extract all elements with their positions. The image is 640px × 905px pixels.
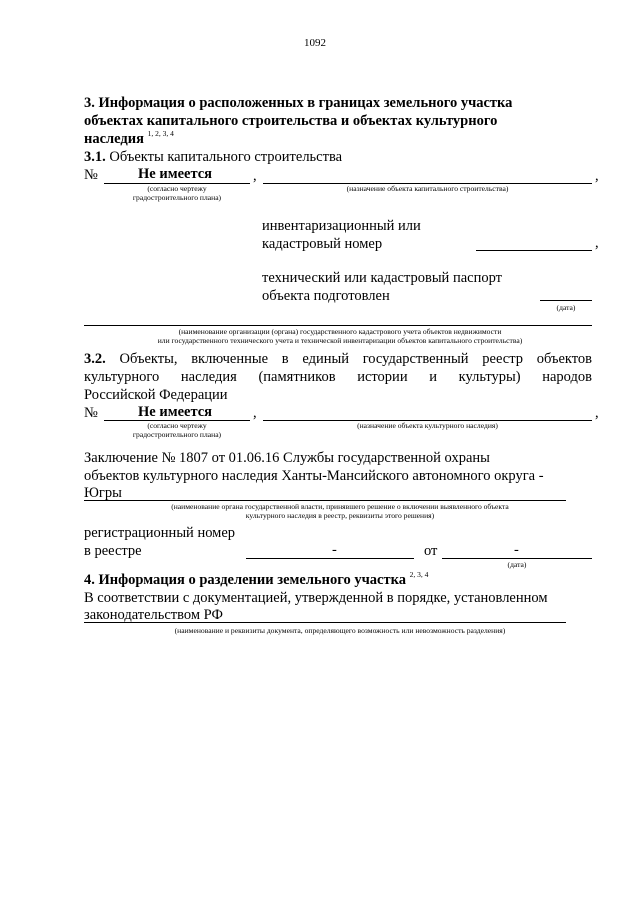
registry-date-note: (дата) xyxy=(507,560,527,569)
section-3-2-title-line1 xyxy=(84,351,592,368)
section-3-heading-line3 xyxy=(84,131,174,148)
registry-number-underline xyxy=(246,558,414,559)
section-3-heading-line1: 3. Информация о расположенных в границах земельного участка xyxy=(84,95,513,111)
organization-note xyxy=(60,327,620,345)
registry-label-line1: регистрационный номер xyxy=(84,525,236,541)
authority-note xyxy=(60,502,620,520)
section-3-1-purpose-note: (назначение объекта капитального строительства) xyxy=(346,184,509,193)
organization-note-line1: (наименование организации (органа) государственного кадастрового учета объектов недвижимости xyxy=(178,327,502,336)
section-3-2-purpose-note: (назначение объекта культурного наследия) xyxy=(357,421,498,430)
passport-date-note: (дата) xyxy=(556,303,576,312)
organization-note-line2: или государственного технического учета и технической инвентаризации объектов капитального строительства) xyxy=(157,336,523,345)
registry-label-line2: в реестре xyxy=(84,543,142,559)
section-3-1-number: 3.1. xyxy=(84,149,106,165)
section-3-1-comma: , xyxy=(253,168,257,184)
section-3-2-title-line2: культурного наследия (памятников истории и культуры) народов xyxy=(84,369,592,385)
section-3-heading-text: наследия xyxy=(84,131,144,147)
inventory-number-comma: , xyxy=(595,235,599,251)
conclusion-line1: Заключение № 1807 от 01.06.16 Службы государственной охраны xyxy=(84,450,490,466)
conclusion-underline xyxy=(84,500,566,501)
section-3-2-value: Не имеется xyxy=(138,404,213,420)
section-3-2-comma-end: , xyxy=(595,405,599,421)
conclusion-line3: Югры xyxy=(84,485,122,501)
conclusion-line2: объектов культурного наследия Ханты-Мансийского автономного округа - xyxy=(84,468,544,484)
section-3-2-title-line3: Российской Федерации xyxy=(84,387,228,403)
registry-number-value: - xyxy=(332,542,337,558)
authority-note-line1: (наименование органа государственной власти, принявшего решение о включении выявленного объекта xyxy=(171,502,509,511)
passport-label-line1: технический или кадастровый паспорт xyxy=(262,270,502,286)
section-3-1-no-sign: № xyxy=(84,167,98,183)
authority-note-line2: культурного наследия в реестр, реквизиты этого решения) xyxy=(245,511,435,520)
section-3-1-title-text: Объекты капитального строительства xyxy=(109,149,343,165)
section-4-text-line2: законодательством РФ xyxy=(84,607,223,623)
registry-date-value: - xyxy=(514,542,519,558)
drawing-note-line1: (согласно чертежу xyxy=(147,421,207,430)
registry-from-label: от xyxy=(424,543,438,559)
section-3-2-comma: , xyxy=(253,405,257,421)
section-3-1-drawing-note xyxy=(104,184,250,202)
section-4-heading-text: 4. Информация о разделении земельного участка xyxy=(84,572,406,588)
organization-underline xyxy=(84,325,592,326)
section-3-heading-line2: объектах капитального строительства и объектах культурного xyxy=(84,113,498,129)
inventory-number-underline xyxy=(476,250,592,251)
page-number: 1092 xyxy=(304,37,326,49)
passport-date-underline xyxy=(540,300,592,301)
section-3-2-title-text: Объекты, включенные в единый государственный реестр объектов xyxy=(119,351,592,367)
section-3-2-number: 3.2. xyxy=(84,351,106,367)
section-4-underline xyxy=(84,622,566,623)
section-4-footnote-refs: 2, 3, 4 xyxy=(409,570,429,579)
drawing-note-line2: градостроительного плана) xyxy=(132,193,222,202)
inventory-number-label-line1: инвентаризационный или xyxy=(262,218,421,234)
section-3-1-title xyxy=(84,149,342,166)
passport-label-line2: объекта подготовлен xyxy=(262,288,390,304)
section-3-2-no-sign: № xyxy=(84,405,98,421)
section-3-2-drawing-note xyxy=(104,421,250,439)
drawing-note-line2: градостроительного плана) xyxy=(132,430,222,439)
section-3-1-comma-end: , xyxy=(595,168,599,184)
section-4-text-line1: В соответствии с документацией, утвержденной в порядке, установленном xyxy=(84,590,548,606)
section-3-1-value: Не имеется xyxy=(138,166,213,182)
inventory-number-label-line2: кадастровый номер xyxy=(262,236,383,252)
drawing-note-line1: (согласно чертежу xyxy=(147,184,207,193)
section-4-heading xyxy=(84,572,428,589)
section-3-footnote-refs: 1, 2, 3, 4 xyxy=(147,129,174,138)
section-4-doc-note: (наименование и реквизиты документа, определяющего возможность или невозможность разделения) xyxy=(174,626,506,635)
